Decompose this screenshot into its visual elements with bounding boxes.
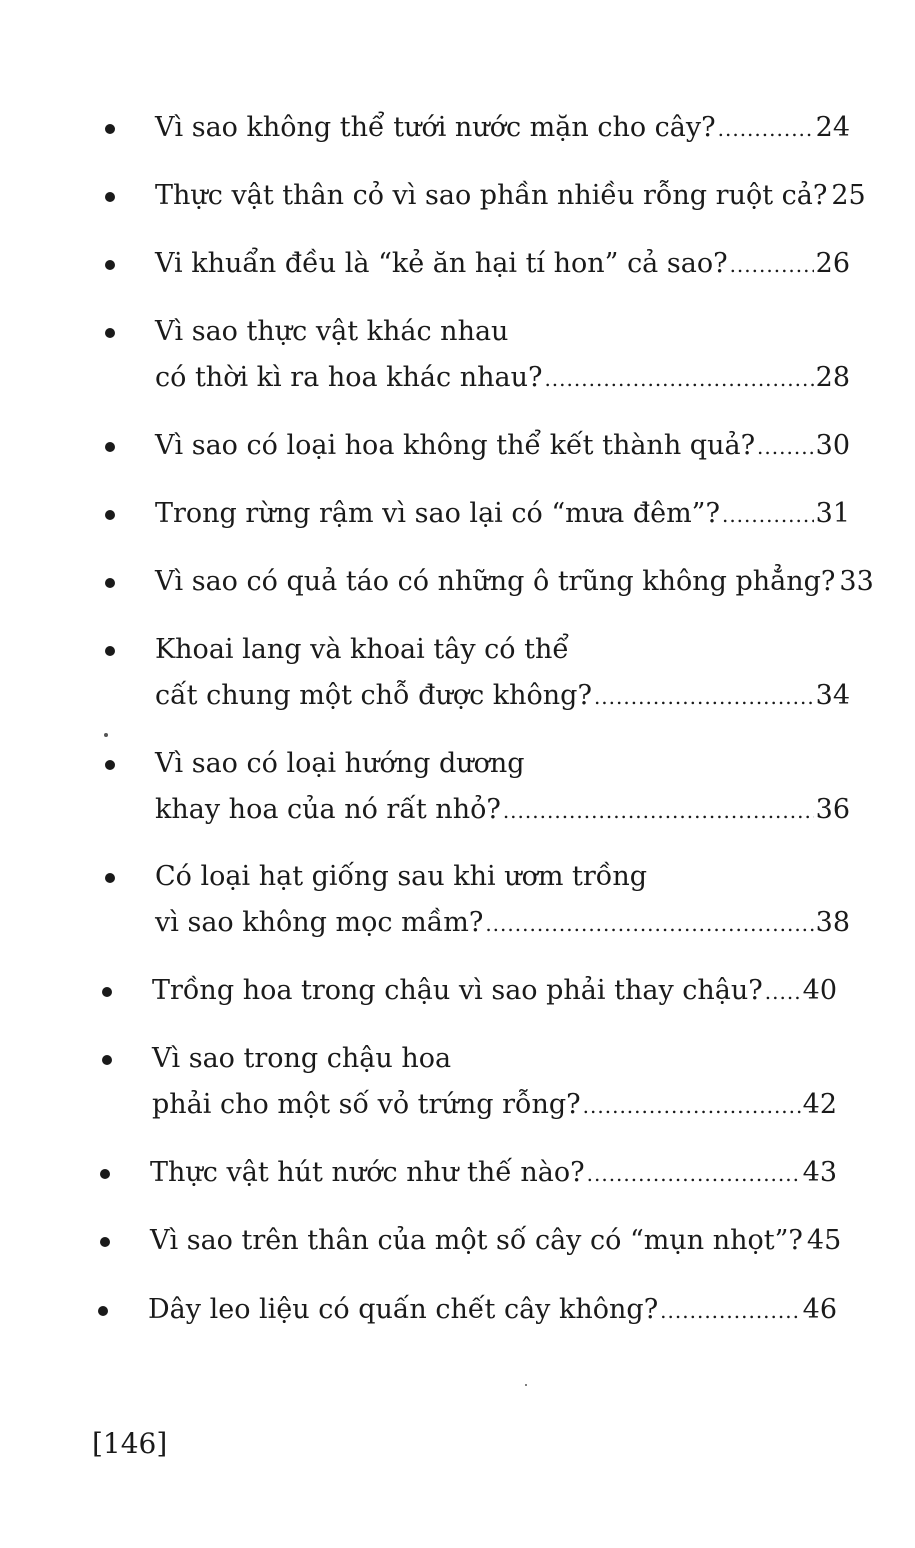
bullet-icon [105, 260, 115, 270]
toc-entry-page: 33 [839, 566, 874, 597]
toc-entry-title-continued: khay hoa của nó rất nhỏ? [155, 794, 501, 825]
toc-entry-title: Thực vật thân cỏ vì sao phần nhiều rỗng ruột cả? [155, 180, 828, 211]
dot-leader [757, 427, 814, 467]
bullet-icon [105, 578, 115, 588]
toc-entry-title: Có loại hạt giống sau khi ươm trồng [155, 861, 647, 892]
toc-entry-title: Trong rừng rậm vì sao lại có “mưa đêm”? [155, 498, 720, 529]
toc-entry[interactable] [105, 108, 850, 148]
page-number: [146] [92, 1427, 168, 1460]
toc-entry[interactable] [105, 494, 850, 534]
toc-entry-title: Vì sao trong chậu hoa [152, 1043, 452, 1074]
bullet-icon [102, 987, 112, 997]
toc-entry[interactable] [105, 244, 850, 284]
toc-entry-title: Vì sao không thể tưới nước mặn cho cây? [155, 112, 716, 143]
toc-entry-page: 45 [806, 1225, 842, 1256]
toc-entry[interactable] [105, 630, 850, 718]
stray-ink-dot [525, 1384, 527, 1386]
toc-entry-page: 38 [815, 907, 850, 938]
toc-entry-page: 40 [802, 975, 837, 1006]
toc-entry[interactable] [105, 312, 850, 400]
toc-entry-page: 43 [802, 1157, 837, 1188]
stray-ink-dot [104, 733, 108, 737]
toc-entry[interactable] [105, 562, 874, 602]
dot-leader [544, 359, 813, 399]
dot-leader [765, 972, 801, 1012]
toc-entry-page: 42 [802, 1089, 837, 1120]
bullet-icon [102, 1055, 112, 1065]
bullet-icon [105, 328, 115, 338]
toc-entry-title: Vì sao trên thân của một số cây có “mụn nhọt”? [150, 1225, 803, 1256]
bullet-icon [105, 510, 115, 520]
toc-entry-title-continued: có thời kì ra hoa khác nhau? [155, 362, 543, 393]
dot-leader [503, 791, 814, 831]
toc-entry[interactable] [105, 744, 850, 832]
toc-entry[interactable] [98, 1290, 837, 1330]
bullet-icon [98, 1306, 108, 1316]
toc-entry-title: Vi khuẩn đều là “kẻ ăn hại tí hon” cả sao? [155, 248, 728, 279]
toc-entry-page: 26 [815, 248, 850, 279]
toc-entry-title: Trồng hoa trong chậu vì sao phải thay chậu? [152, 975, 763, 1006]
bullet-icon [105, 124, 115, 134]
dot-leader [485, 904, 813, 944]
toc-entry-page: 31 [815, 498, 850, 529]
dot-leader [730, 245, 814, 285]
toc-entry-title: Vì sao thực vật khác nhau [155, 316, 509, 347]
dot-leader [718, 109, 814, 149]
toc-entry[interactable] [100, 1221, 842, 1261]
bullet-icon [100, 1169, 110, 1179]
toc-entry-title-continued: vì sao không mọc mầm? [155, 907, 484, 938]
toc-entry[interactable] [105, 857, 850, 945]
bullet-icon [105, 873, 115, 883]
toc-entry-page: 36 [815, 794, 850, 825]
toc-entry-page: 28 [815, 362, 850, 393]
toc-entry-title: Khoai lang và khoai tây có thể [155, 634, 569, 665]
toc-entry-page: 34 [815, 680, 850, 711]
toc-entry-title: Thực vật hút nước như thế nào? [150, 1157, 585, 1188]
toc-entry-page: 24 [815, 112, 850, 143]
bullet-icon [105, 442, 115, 452]
dot-leader [594, 677, 814, 717]
toc-entry-title: Vì sao có quả táo có những ô trũng không phẳng? [155, 566, 836, 597]
toc-entry-page: 46 [802, 1294, 837, 1325]
toc-entry-title: Vì sao có loại hướng dương [155, 748, 525, 779]
toc-entry[interactable] [102, 1039, 837, 1127]
dot-leader [722, 495, 814, 535]
dot-leader [583, 1086, 801, 1126]
bullet-icon [100, 1237, 110, 1247]
dot-leader [660, 1291, 800, 1331]
toc-entry-page: 25 [831, 180, 866, 211]
toc-entry[interactable] [100, 1153, 837, 1193]
toc-entry-title: Vì sao có loại hoa không thể kết thành quả? [155, 430, 756, 461]
bullet-icon [105, 192, 115, 202]
toc-entry[interactable] [105, 426, 850, 466]
toc-entry[interactable] [102, 971, 837, 1011]
dot-leader [587, 1154, 801, 1194]
toc-entry-title-continued: phải cho một số vỏ trứng rỗng? [152, 1089, 581, 1120]
toc-entry-title: Dây leo liệu có quấn chết cây không? [148, 1294, 659, 1325]
bullet-icon [105, 646, 115, 656]
toc-entry-title-continued: cất chung một chỗ được không? [155, 680, 592, 711]
bullet-icon [105, 760, 115, 770]
toc-entry[interactable] [105, 176, 866, 216]
toc-entry-page: 30 [815, 430, 850, 461]
